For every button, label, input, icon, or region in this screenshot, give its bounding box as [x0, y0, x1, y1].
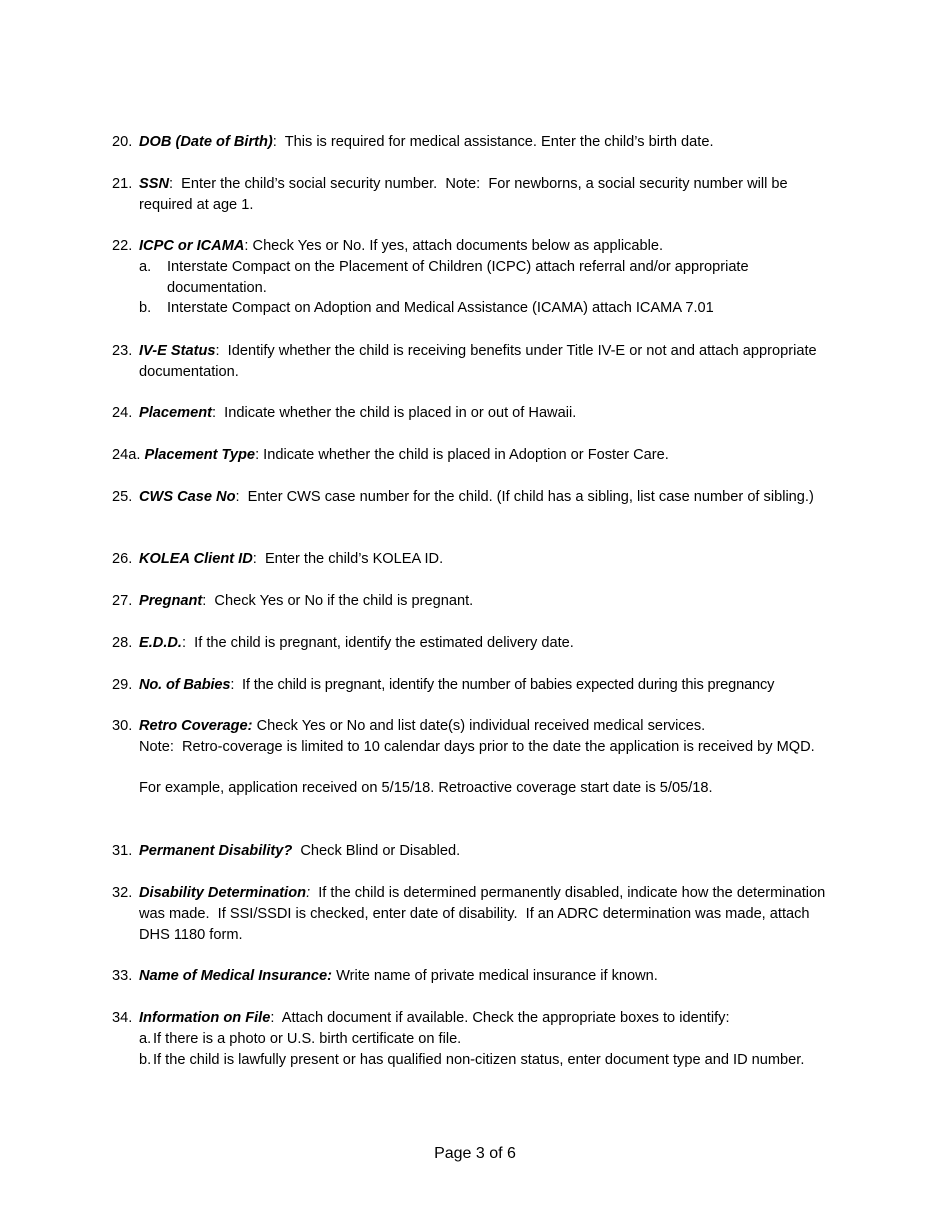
item-number: 22. — [112, 238, 133, 254]
sub-item-label: a. — [139, 1030, 152, 1047]
item-text: If the child is determined permanently disabled, indicate how the determination was made. If SSI/SSDI is checked, enter date of disability. If an ADRC determination was made, attach DHS 1180 form. — [139, 885, 830, 943]
retro-example: For example, application received on 5/15/18. Retroactive coverage start date is 5/05/18. — [139, 780, 713, 797]
item-text: Check Yes or No and list date(s) individual received medical services. — [252, 718, 706, 734]
item-27 — [112, 591, 842, 612]
item-text: If the child is pregnant, identify the number of babies expected during this pregnancy — [234, 677, 775, 693]
item-term: Placement — [139, 405, 213, 421]
item-22 — [112, 236, 842, 319]
sub-item-text: Interstate Compact on the Placement of Children (ICPC) attach referral and/or appropriate documentation. — [167, 258, 749, 296]
item-text: This is required for medical assistance. Enter the child’s birth date. — [276, 134, 714, 150]
sub-item-text: If the child is lawfully present or has qualified non-citizen status, enter document type and ID number. — [153, 1051, 805, 1068]
page-number-footer: Page 3 of 6 — [434, 1145, 516, 1162]
item-term: Placement Type — [144, 447, 256, 463]
item-term: Retro Coverage: — [139, 718, 253, 734]
item-term: SSN — [139, 176, 170, 192]
item-number: 24a. — [112, 447, 141, 463]
sub-item-a — [139, 257, 842, 299]
item-separator: : — [252, 551, 257, 567]
item-term: KOLEA Client ID — [139, 551, 253, 567]
item-term: No. of Babies — [139, 677, 231, 693]
item-term: Name of Medical Insurance: — [139, 968, 333, 984]
item-text: Identify whether the child is receiving benefits under Title IV-E or not and attach appropriate documentation. — [139, 343, 821, 380]
item-24a — [112, 445, 842, 466]
sub-item-text: If there is a photo or U.S. birth certificate on file. — [153, 1030, 462, 1047]
item-text: Write name of private medical insurance if known. — [332, 968, 658, 984]
item-number: 28. — [112, 635, 133, 651]
item-term: Permanent Disability? — [139, 843, 293, 859]
item-24 — [112, 403, 842, 424]
item-25 — [112, 487, 842, 508]
item-26 — [112, 549, 842, 570]
item-text: Check Yes or No. If yes, attach documents below as applicable. — [248, 238, 664, 254]
sub-item-b — [139, 298, 842, 319]
item-33 — [112, 966, 842, 987]
item-text: Indicate whether the child is placed in or out of Hawaii. — [216, 405, 577, 421]
item-number: 26. — [112, 551, 133, 567]
item-separator: : — [169, 176, 174, 192]
item-separator: : — [212, 405, 217, 421]
item-text: Check Blind or Disabled. — [292, 843, 461, 859]
item-text: Check Yes or No if the child is pregnant. — [206, 593, 474, 609]
item-separator: : — [235, 489, 240, 505]
item-separator: : — [215, 343, 220, 359]
item-separator: : — [272, 134, 277, 150]
sub-item-label: b. — [139, 300, 152, 317]
item-separator: : — [306, 885, 311, 901]
item-text: If the child is pregnant, identify the estimated delivery date. — [186, 635, 574, 651]
sub-item-a — [139, 1029, 842, 1050]
item-21 — [112, 174, 842, 216]
item-term: IV-E Status — [139, 343, 216, 359]
item-number: 29. — [112, 677, 133, 693]
item-20 — [112, 132, 842, 153]
item-text: Enter the child’s social security number. Note: For newborns, a social security number will be required at age 1. — [139, 176, 792, 213]
retro-note: Note: Retro-coverage is limited to 10 calendar days prior to the date the application is received by MQD. — [139, 738, 815, 755]
item-number: 23. — [112, 343, 133, 359]
item-32 — [112, 883, 842, 945]
sub-item-b — [139, 1050, 842, 1071]
item-separator: : — [270, 1010, 275, 1026]
item-number: 27. — [112, 593, 133, 609]
item-term: E.D.D. — [139, 635, 182, 651]
item-text: Attach document if available. Check the appropriate boxes to identify: — [274, 1010, 730, 1026]
item-text: Enter the child’s KOLEA ID. — [256, 551, 444, 567]
item-separator: : — [244, 238, 249, 254]
item-term: ICPC or ICAMA — [139, 238, 245, 254]
sub-item-label: a. — [139, 258, 152, 275]
item-number: 30. — [112, 718, 133, 734]
item-31 — [112, 841, 842, 862]
item-separator: : — [181, 635, 187, 651]
item-28 — [112, 633, 842, 654]
item-term: CWS Case No — [139, 489, 236, 505]
item-term: Pregnant — [139, 593, 203, 609]
item-number: 33. — [112, 968, 133, 984]
item-term: Information on File — [139, 1010, 271, 1026]
item-term: DOB (Date of Birth) — [139, 134, 273, 150]
item-23 — [112, 341, 842, 383]
item-separator: : — [202, 593, 207, 609]
item-text: Enter CWS case number for the child. (If child has a sibling, list case number of sibling.) — [239, 489, 814, 505]
item-29 — [112, 675, 852, 696]
item-30 — [112, 716, 842, 799]
item-34 — [112, 1008, 842, 1070]
item-number: 20. — [112, 134, 133, 150]
item-text: Indicate whether the child is placed in Adoption or Foster Care. — [259, 447, 669, 463]
item-number: 31. — [112, 843, 133, 859]
item-number: 25. — [112, 489, 133, 505]
item-term: Disability Determination — [139, 885, 307, 901]
item-separator: : — [255, 447, 260, 463]
item-separator: : — [230, 677, 235, 693]
item-number: 32. — [112, 885, 133, 901]
item-number: 24. — [112, 405, 133, 421]
item-number: 34. — [112, 1010, 133, 1026]
sub-item-label: b. — [139, 1051, 152, 1068]
item-number: 21. — [112, 176, 133, 192]
sub-item-text: Interstate Compact on Adoption and Medical Assistance (ICAMA) attach ICAMA 7.01 — [167, 300, 714, 317]
